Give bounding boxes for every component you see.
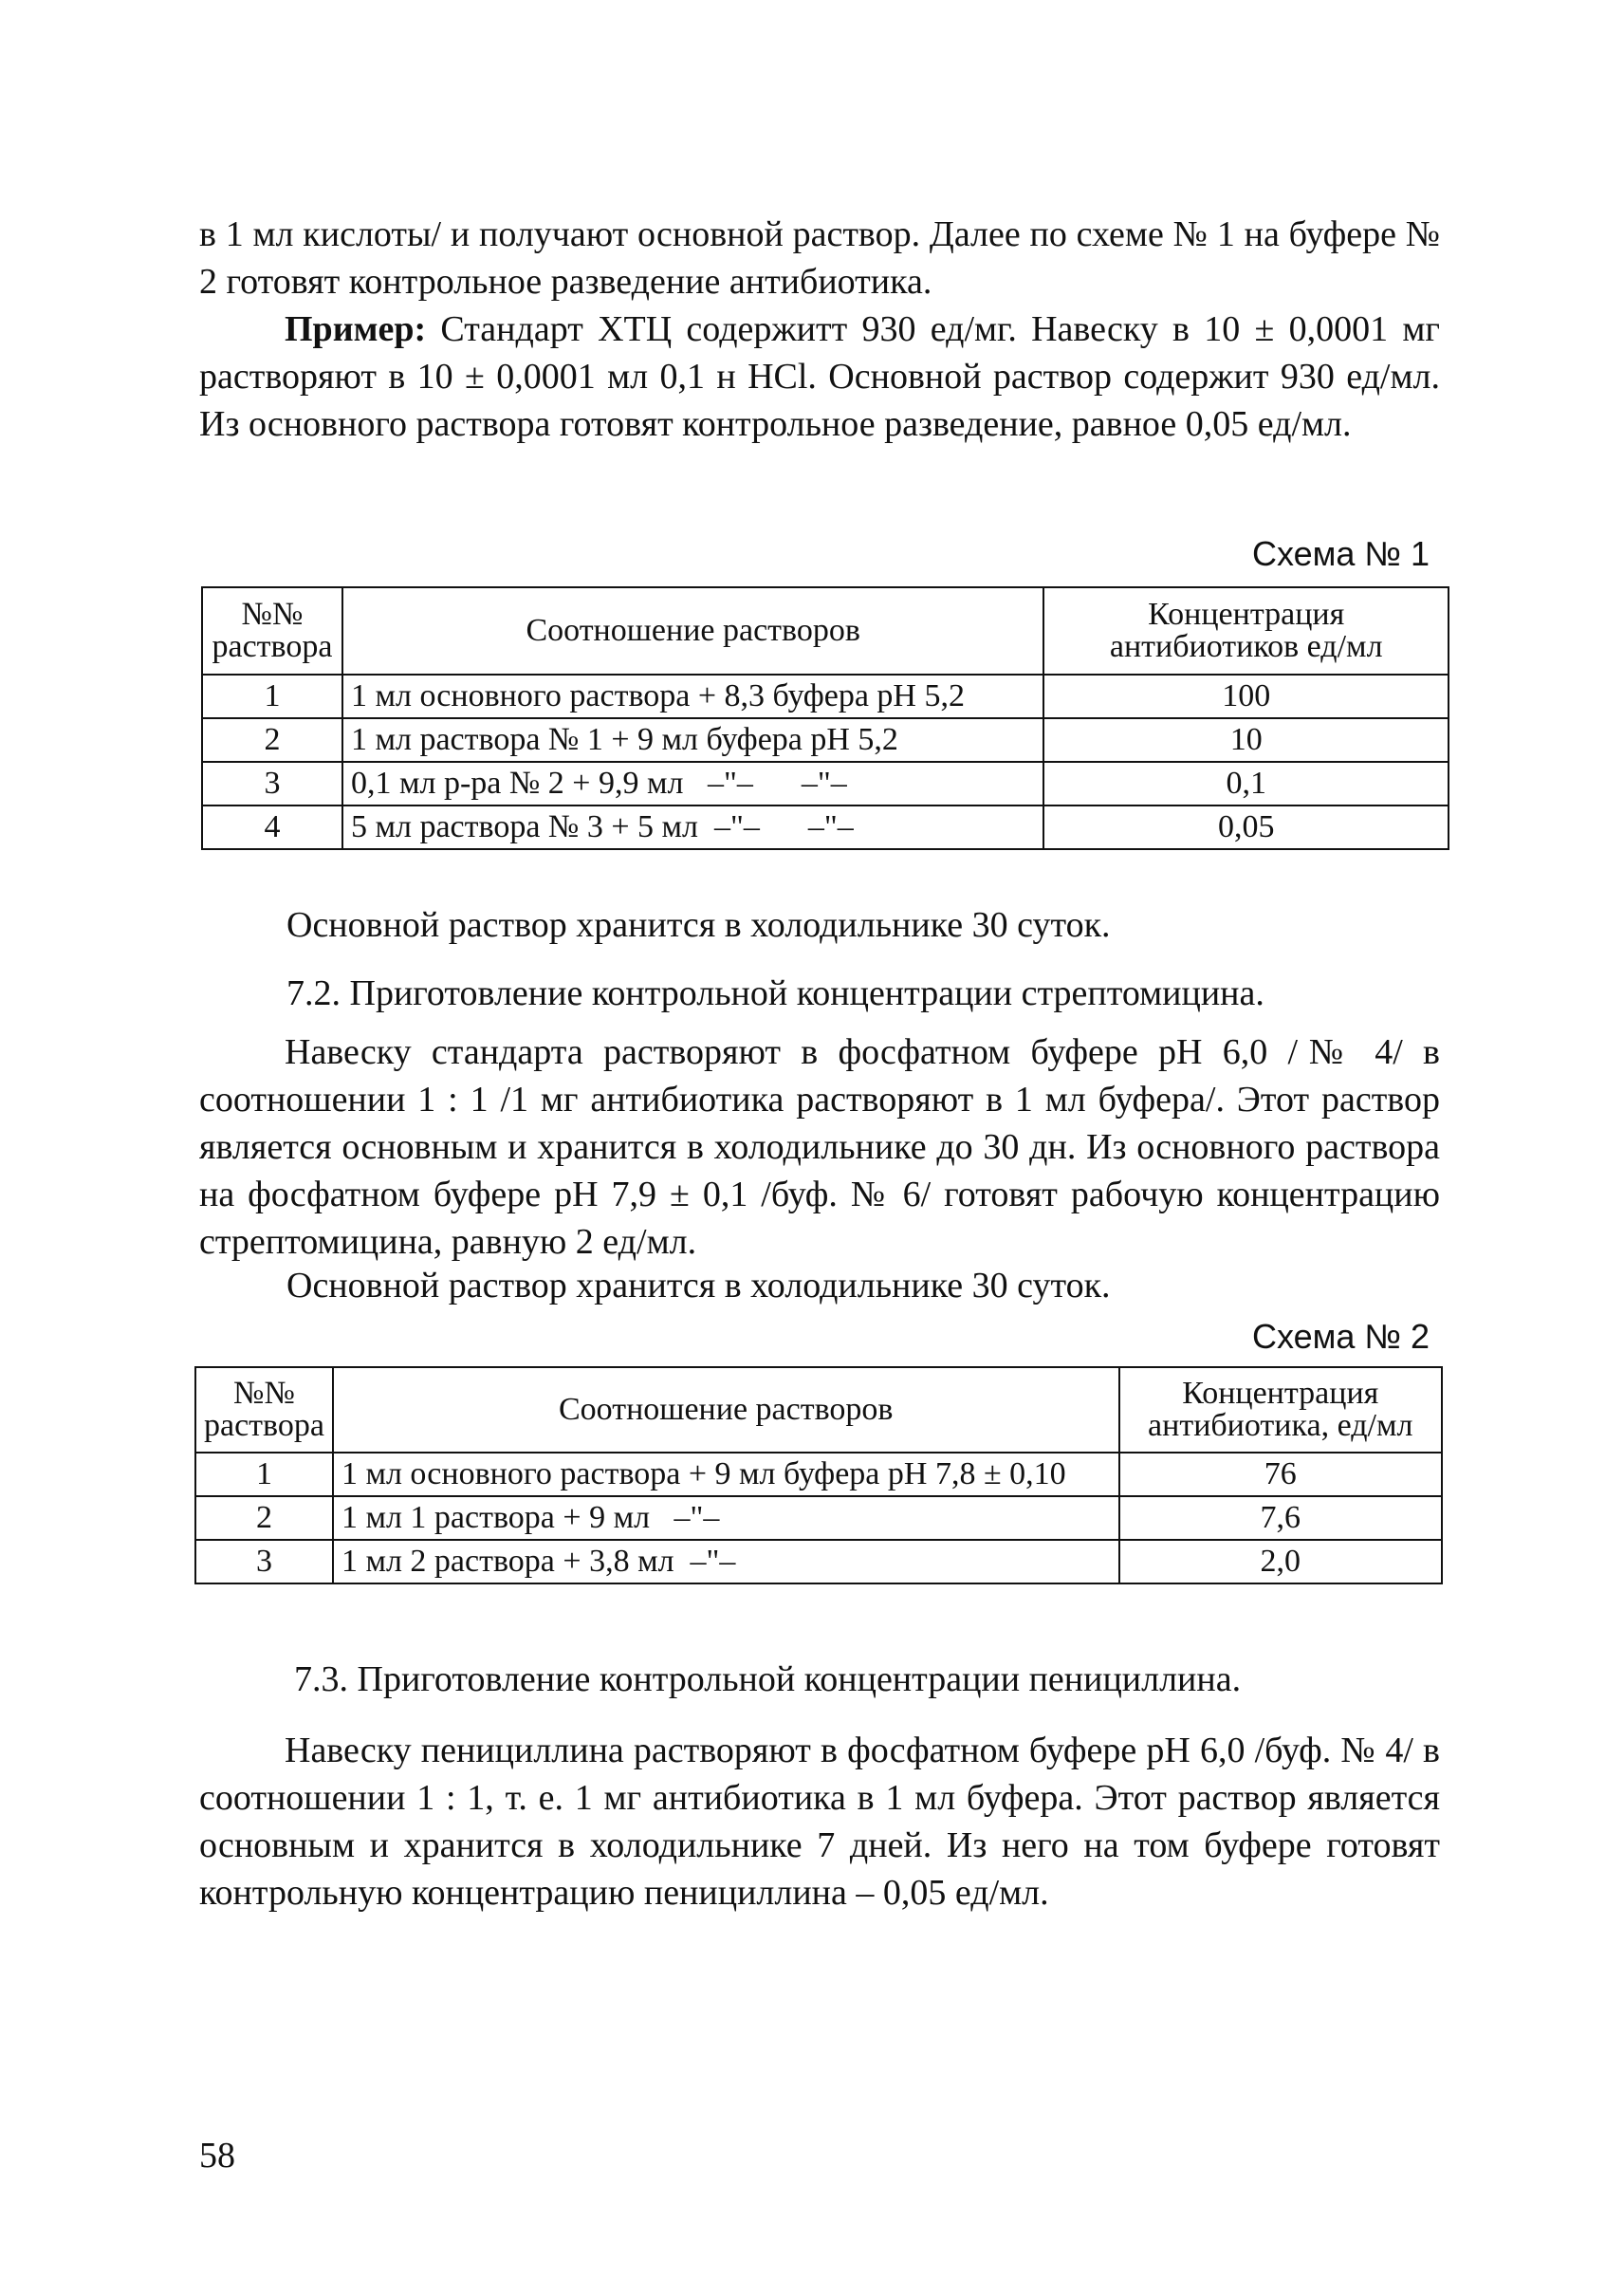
col-header-concentration: Концентрация антибиотика, ед/мл <box>1119 1367 1442 1453</box>
page-number: 58 <box>199 2136 235 2176</box>
example-label: Пример: <box>285 309 427 349</box>
scheme2-table <box>194 1366 1443 1584</box>
table-row <box>202 805 1449 849</box>
storage-note-1: Основной раствор хранится в холодильнике 30 суток. <box>286 905 1111 945</box>
table-cell: 5 мл раствора № 3 + 5 мл –"– –"– <box>342 805 1043 849</box>
table-cell: 1 мл 2 раствора + 3,8 мл –"– <box>333 1540 1119 1583</box>
scheme2-label: Схема № 2 <box>1252 1317 1430 1356</box>
section-7-2-heading: 7.2. Приготовление контрольной концентрации стрептомицина. <box>286 973 1264 1013</box>
scheme1-table <box>201 586 1449 850</box>
table-cell: 2 <box>195 1496 333 1540</box>
table-header-row <box>202 587 1449 675</box>
table-cell: 1 мл 1 раствора + 9 мл –"– <box>333 1496 1119 1540</box>
table-header-row <box>195 1367 1442 1453</box>
table-cell: 1 <box>195 1453 333 1496</box>
table-cell: 1 <box>202 675 342 718</box>
table-cell: 76 <box>1119 1453 1442 1496</box>
table-cell: 2 <box>202 718 342 762</box>
table-cell: 10 <box>1043 718 1449 762</box>
table-cell: 3 <box>195 1540 333 1583</box>
table-cell: 3 <box>202 762 342 805</box>
table-row <box>202 675 1449 718</box>
table-cell: 2,0 <box>1119 1540 1442 1583</box>
col-header-number: №№ раствора <box>202 587 342 675</box>
table-cell: 0,1 <box>1043 762 1449 805</box>
col-header-ratio: Соотношение растворов <box>333 1367 1119 1453</box>
col-header-concentration: Концентрация антибиотиков ед/мл <box>1043 587 1449 675</box>
table-row <box>195 1540 1442 1583</box>
table-cell: 0,05 <box>1043 805 1449 849</box>
table-row <box>202 762 1449 805</box>
col-header-ratio: Соотношение растворов <box>342 587 1043 675</box>
section-7-3-heading: 7.3. Приготовление контрольной концентрации пенициллина. <box>294 1659 1242 1699</box>
table-cell: 1 мл раствора № 1 + 9 мл буфера рН 5,2 <box>342 718 1043 762</box>
section-7-3-paragraph: Навеску пенициллина растворяют в фосфатном буфере рН 6,0 /буф. № 4/ в соотношении 1 : 1, т. е. 1 мг антибиотика в 1 мл буфера. Этот раствор является основным и хранится в холодильнике 7 дней. Из него на том буфере готовят контрольную концентрацию пенициллина – 0,05 ед/мл. <box>199 1731 1440 1913</box>
storage-note-2: Основной раствор хранится в холодильнике 30 суток. <box>286 1266 1111 1305</box>
example-paragraph <box>199 306 1440 448</box>
col-header-number: №№ раствора <box>195 1367 333 1453</box>
table-row <box>195 1496 1442 1540</box>
table-cell: 1 мл основного раствора + 9 мл буфера рН 7,8 ± 0,10 <box>333 1453 1119 1496</box>
example-text: Стандарт ХТЦ содержитт 930 ед/мг. Навеску в 10 ± 0,0001 мг растворяют в 10 ± 0,0001 мл 0,1 н HCl. Основной раствор содержит 930 ед/мл. Из основного раствора готовят контрольное разведение, равное 0,05 ед/мл. <box>199 309 1440 444</box>
table-cell: 100 <box>1043 675 1449 718</box>
table-cell: 4 <box>202 805 342 849</box>
section-7-2-paragraph: Навеску стандарта растворяют в фосфатном буфере рН 6,0 /№ 4/ в соотношении 1 : 1 /1 мг антибиотика растворяют в 1 мл буфера/. Этот раствор является основным и хранится в холодильнике до 30 дн. Из основного раствора на фосфатном буфере рН 7,9 ± 0,1 /буф. № 6/ готовят рабочую концентрацию стрептомицина, равную 2 ед/мл. <box>199 1032 1440 1262</box>
table-row <box>195 1453 1442 1496</box>
table-cell: 0,1 мл р-ра № 2 + 9,9 мл –"– –"– <box>342 762 1043 805</box>
scheme1-label: Схема № 1 <box>1252 534 1430 573</box>
intro-paragraph: в 1 мл кислоты/ и получают основной раствор. Далее по схеме № 1 на буфере № 2 готовят контрольное разведение антибиотика. <box>199 214 1440 302</box>
table-cell: 1 мл основного раствора + 8,3 буфера рН 5,2 <box>342 675 1043 718</box>
table-cell: 7,6 <box>1119 1496 1442 1540</box>
table-row <box>202 718 1449 762</box>
